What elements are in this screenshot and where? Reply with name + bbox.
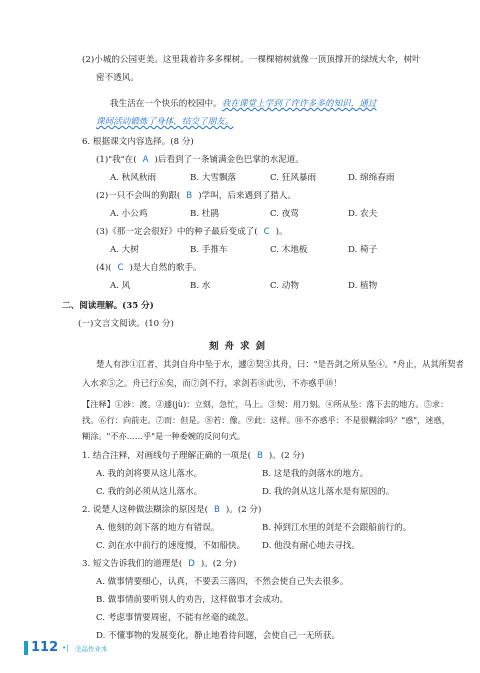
q6-1-option-a: A. 秋风秋雨 xyxy=(110,173,157,183)
q6-3-option-c: C. 木地板 xyxy=(270,245,308,255)
footer-accent-bar xyxy=(24,641,28,655)
notes-line-1: 【注释】①涉：渡。②遽(jù)：立刻，急忙，马上。③契：用刀刻。④所从坠：落下去的地方。⑤求： xyxy=(82,399,449,409)
q6-4-option-d: D. 植物 xyxy=(348,281,378,291)
handwritten-answer-1: 我在课堂上学到了许许多多的知识，通过 xyxy=(221,99,377,109)
notes-line-2: 找。⑥行：向前走。⑦而：但是。⑧若：像。⑨此：这样。⑩不亦惑乎：不是很糊涂吗？"惑"，迷惑， xyxy=(82,415,450,425)
q6-item-4-text-a: (4)( xyxy=(96,263,112,273)
reading-q1-answer: B xyxy=(256,451,263,461)
footer-separator: •| xyxy=(62,644,69,652)
reading-q2-option-b: B. 掉到江水里的剑是不会跟船前行的。 xyxy=(262,523,412,533)
q2-line-2: 密不透风。 xyxy=(96,73,139,83)
reading-q3-stem-a: 3. 短文告诉我们的道理是( xyxy=(82,559,183,569)
q6-1-option-c: C. 狂风暴雨 xyxy=(270,173,317,183)
q6-2-option-b: B. 杜鹃 xyxy=(190,209,219,219)
q6-item-1 xyxy=(96,154,304,166)
q6-item-2-answer: B xyxy=(186,191,193,201)
q6-item-3 xyxy=(96,226,288,238)
q6-item-4 xyxy=(96,262,202,274)
reading-q1-stem-a: 1. 结合注释，对画线句子理解正确的一项是( xyxy=(82,451,251,461)
reading-q3-option-a: A. 做事情要细心，认真，不要丢三落四，不然会使自己失去很多。 xyxy=(96,577,349,587)
q6-item-1-answer: A xyxy=(142,155,149,165)
reading-q1-option-b: B. 这是我的剑落水的地方。 xyxy=(262,469,369,479)
passage-line-2: 入水求⑤之。舟已行⑥矣，而⑦剑不行，求剑若⑧此⑨，不亦惑乎⑩！ xyxy=(82,378,342,388)
q6-3-option-b: B. 手推车 xyxy=(190,245,228,255)
q6-4-option-a: A. 风 xyxy=(110,281,131,291)
reading-q3-stem-b: )。(2 分) xyxy=(200,559,237,569)
q6-1-option-d: D. 绵绵春雨 xyxy=(348,173,395,183)
passage-line-1: 楚人有涉①江者，其剑自舟中坠于水，遽②契③其舟，曰："是吾剑之所从坠④。"舟止，从其所契者 xyxy=(96,359,464,369)
reading-q2-stem-b: )。(2 分) xyxy=(225,505,262,515)
q6-item-1-text-b: )后看到了一条铺满金色巴掌的水泥道。 xyxy=(154,155,304,165)
q6-item-2-text-a: (2)一只不会叫的狗跟( xyxy=(96,191,181,201)
reading-q2-option-c: C. 剑在水中前行的速度慢，不如船快。 xyxy=(96,541,246,551)
reading-q1-stem xyxy=(82,450,304,462)
reading-q3-option-c: C. 考虑事情要周密，不能有丝毫的疏忽。 xyxy=(96,613,254,623)
q2-prompt: 我生活在一个快乐的校园中。 xyxy=(110,99,222,109)
handwritten-answer-2: 课间活动锻炼了身体，结交了朋友。 xyxy=(96,117,234,127)
q6-stem: 6. 根据课文内容选择。(8 分) xyxy=(82,137,194,147)
reading-q3-option-b: B. 做事情前要听别人的劝告，这样做事才会成功。 xyxy=(96,595,289,605)
reading-q2-answer: B xyxy=(214,505,220,515)
q6-item-2 xyxy=(96,190,296,202)
footer-label: 全品作业本 xyxy=(75,645,108,653)
reading-q3-answer: D xyxy=(188,559,195,569)
section-heading: 二、阅读理解。(35 分) xyxy=(62,301,154,311)
q6-item-4-text-b: )是大自然的歌手。 xyxy=(129,263,202,273)
q2-line-1: (2)小城的公园更美。这里栽着许多多棵树。一棵棵榕树就像一顶顶撑开的绿绒大伞，树叶 xyxy=(82,55,421,65)
reading-q2-option-d: D. 他没有耐心地去寻找。 xyxy=(262,541,360,551)
page-number: 112 xyxy=(31,640,59,655)
q2-line-3 xyxy=(110,98,376,110)
reading-q3-option-d: D. 不懂事物的发展变化，静止地看待问题，会使自己一无所获。 xyxy=(96,631,341,641)
q6-2-option-d: D. 农夫 xyxy=(348,209,378,219)
q6-1-option-b: B. 大雪飘落 xyxy=(190,173,237,183)
q6-4-option-c: C. 动物 xyxy=(270,281,299,291)
notes-line-3: 糊涂。"不亦……乎"是一种委婉的反问句式。 xyxy=(82,431,246,441)
q6-item-3-answer: C xyxy=(263,227,270,237)
q6-2-option-c: C. 夜莺 xyxy=(270,209,299,219)
q6-item-2-text-b: )学叫，后来遇到了猎人。 xyxy=(198,191,297,201)
subsection-heading: (一)文言文阅读。(10 分) xyxy=(78,319,174,329)
q6-4-option-b: B. 水 xyxy=(190,281,211,291)
reading-q2-option-a: A. 他刻的剑下落的地方有错误。 xyxy=(96,523,220,533)
reading-q1-option-c: C. 我的剑必须从这儿落水。 xyxy=(96,487,203,497)
reading-q1-option-a: A. 我的剑将要从这儿落水。 xyxy=(96,469,203,479)
q6-item-3-text-b: )。 xyxy=(275,227,288,237)
passage-title: 刻舟求剑 xyxy=(208,341,271,352)
q6-3-option-d: D. 椅子 xyxy=(348,245,378,255)
q6-item-4-answer: C xyxy=(117,263,124,273)
reading-q2-stem xyxy=(82,504,261,516)
q6-item-1-text-a: (1)"我"在( xyxy=(96,155,137,165)
q6-2-option-a: A. 小公鸡 xyxy=(110,209,148,219)
q6-item-3-text-a: (3)《那一定会很好》中的种子最后变成了( xyxy=(96,227,258,237)
q6-3-option-a: A. 大树 xyxy=(110,245,139,255)
reading-q1-stem-b: )。(2 分) xyxy=(268,451,305,461)
reading-q3-stem xyxy=(82,558,236,570)
reading-q2-stem-a: 2. 说楚人这种做法糊涂的原因是( xyxy=(82,505,209,515)
reading-q1-option-d: D. 我的剑从这儿落水是有原因的。 xyxy=(262,487,395,497)
